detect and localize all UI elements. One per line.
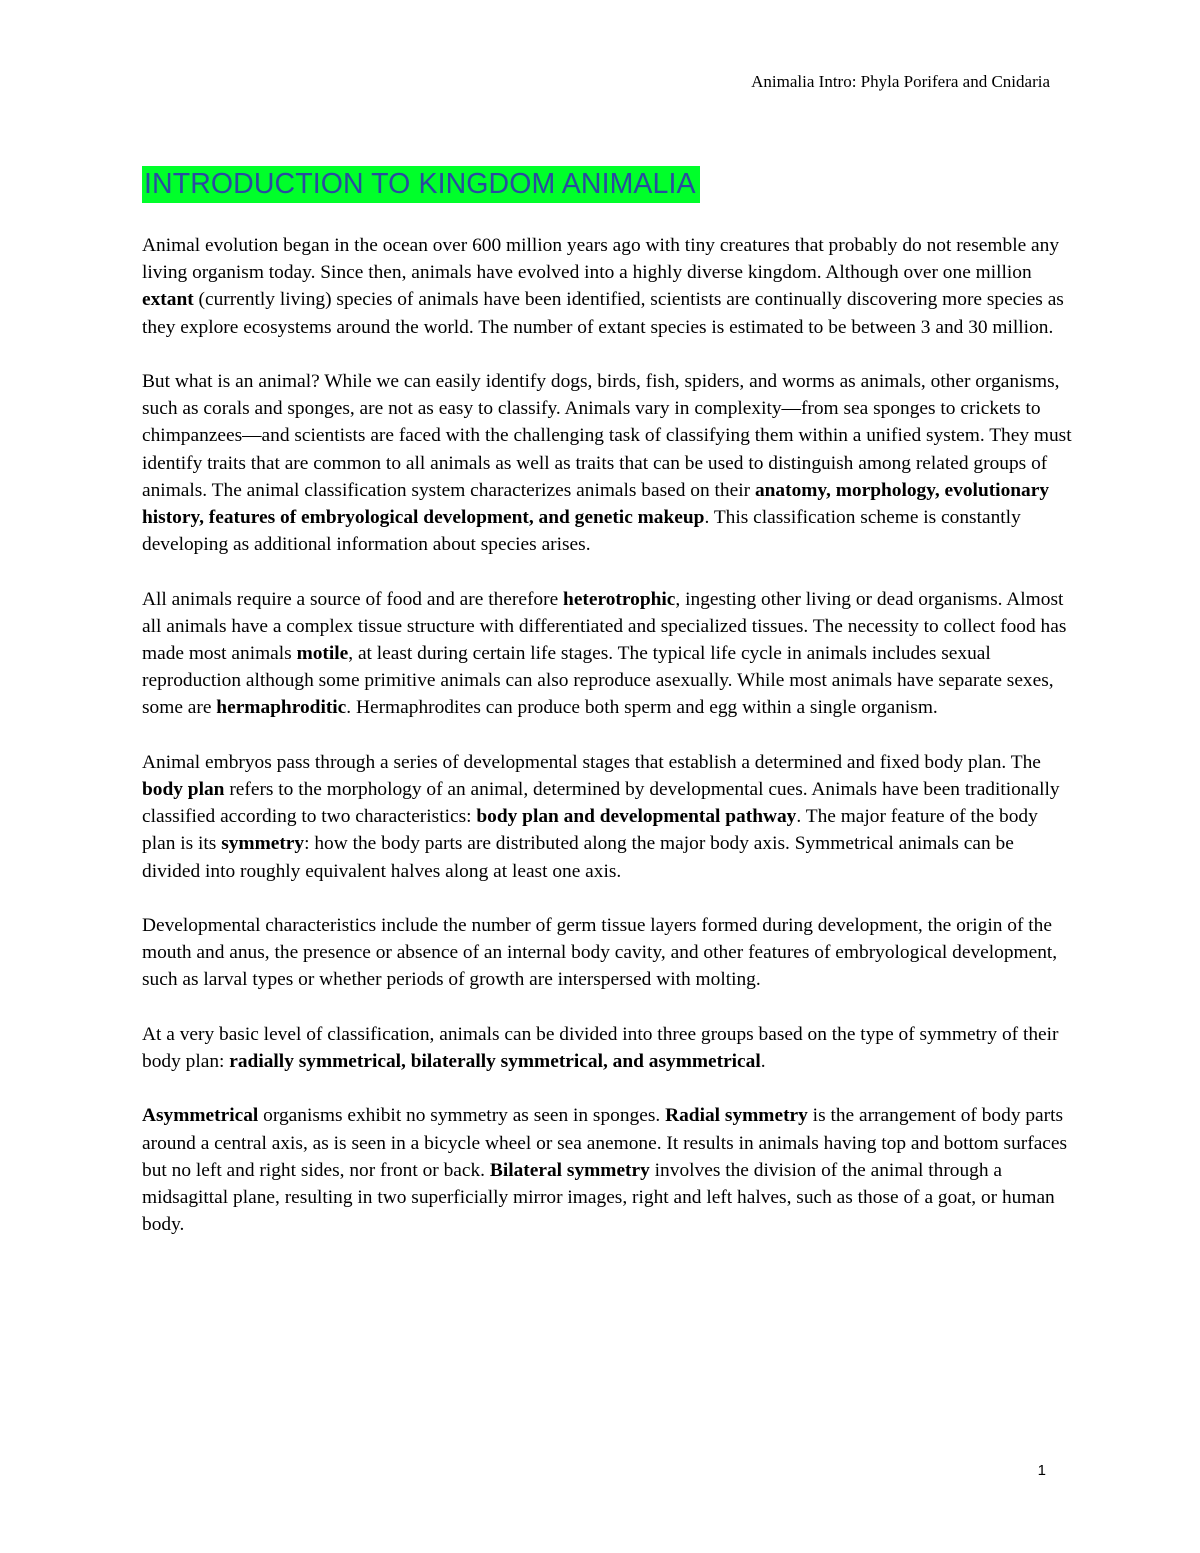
text-run: , ingesting other living or dead organisms. Almost all animals have a complex tissue structure with differentiated and specialized tissues. The necessity to collect food has made most animals — [142, 588, 1067, 665]
title-block — [142, 166, 700, 203]
key-term-asymmetrical: Asymmetrical — [142, 1105, 259, 1127]
key-term-body-plan-and-pathway: body plan and developmental pathway — [476, 806, 797, 828]
text-run: : how the body parts are distributed along the major body axis. Symmetrical animals can be divided into roughly equivalent halves along at least one axis. — [142, 833, 1014, 882]
key-term-extant: extant — [142, 289, 194, 311]
text-run: (currently living) species of animals have been identified, scientists are continually discovering more species as they explore ecosystems around the world. The number of extant species is estimated to be between 3 and 30 million. — [142, 289, 1064, 338]
paragraph-2 — [142, 368, 1072, 558]
text-run: , at least during certain life stages. The typical life cycle in animals includes sexual reproduction although some primitive animals can also reproduce asexually. While most animals have separate sexes, some are — [142, 643, 1054, 719]
key-term-bilateral-symmetry: Bilateral symmetry — [489, 1159, 650, 1181]
text-run: . Hermaphrodites can produce both sperm and egg within a single organism. — [346, 697, 938, 719]
paragraph-6 — [142, 1021, 1072, 1075]
running-header: Animalia Intro: Phyla Porifera and Cnidaria — [751, 72, 1050, 91]
key-term-hermaphroditic: hermaphroditic — [216, 697, 347, 719]
key-term-symmetry: symmetry — [221, 833, 305, 855]
key-term-symmetry-groups: radially symmetrical, bilaterally symmetrical, and asymmetrical — [229, 1051, 761, 1073]
text-run: Developmental characteristics include the number of germ tissue layers formed during development, the origin of the mouth and anus, the presence or absence of an internal body cavity, and other features of embryological development, such as larval types or whether periods of growth are interspersed with molting. — [142, 915, 1058, 991]
document-title: INTRODUCTION TO KINGDOM ANIMALIA — [142, 166, 700, 203]
text-run: At a very basic level of classification, animals can be divided into three groups based on the type of symmetry of their body plan: — [142, 1023, 1059, 1073]
text-run: refers to the morphology of an animal, determined by developmental cues. Animals have been traditionally classified according to two characteristics: — [142, 779, 1060, 828]
text-run: involves the division of the animal through a midsagittal plane, resulting in two superficially mirror images, right and left halves, such as those of a goat, or human body. — [142, 1159, 1055, 1236]
key-term-heterotrophic: heterotrophic — [563, 588, 676, 610]
paragraph-1 — [142, 232, 1072, 341]
page-number: 1 — [1037, 1462, 1046, 1479]
text-run: Animal embryos pass through a series of developmental stages that establish a determined and fixed body plan. The — [142, 751, 1041, 773]
text-run: . — [760, 1051, 766, 1073]
text-run: But what is an animal? While we can easily identify dogs, birds, fish, spiders, and worms as animals, other organisms, such as corals and sponges, are not as easy to classify. Animals vary in complexity—from sea sponges to crickets to chimpanzees—and scientists are faced with the challenging task of classifying them within a unified system. They must identify traits that are common to all animals as well as traits that can be used to distinguish among related groups of animals. The animal classification system characterizes animals based on their — [142, 371, 1072, 501]
key-term-classification-criteria: anatomy, morphology, evolutionary history, features of embryological development, and genetic makeup — [142, 479, 1050, 529]
text-run: organisms exhibit no symmetry as seen in sponges. — [258, 1105, 666, 1127]
text-run: is the arrangement of body parts around a central axis, as is seen in a bicycle wheel or sea anemone. It results in animals having top and bottom surfaces but no left and right sides, nor front or back. — [142, 1105, 1068, 1181]
key-term-motile: motile — [296, 643, 349, 665]
paragraph-3 — [142, 586, 1072, 722]
text-run: Animal evolution began in the ocean over 600 million years ago with tiny creatures that probably do not resemble any living organism today. Since then, animals have evolved into a highly diverse kingdom. Although over one million — [142, 235, 1060, 284]
paragraph-4 — [142, 749, 1072, 885]
paragraph-7 — [142, 1102, 1072, 1238]
document-body — [142, 232, 1072, 1266]
key-term-body-plan: body plan — [142, 779, 225, 801]
text-run: All animals require a source of food and are therefore — [142, 588, 564, 610]
key-term-radial-symmetry: Radial symmetry — [665, 1105, 808, 1127]
text-run: . The major feature of the body plan is its — [142, 806, 1038, 855]
paragraph-5 — [142, 912, 1072, 994]
text-run: . This classification scheme is constantly developing as additional information about species arises. — [142, 507, 1021, 556]
